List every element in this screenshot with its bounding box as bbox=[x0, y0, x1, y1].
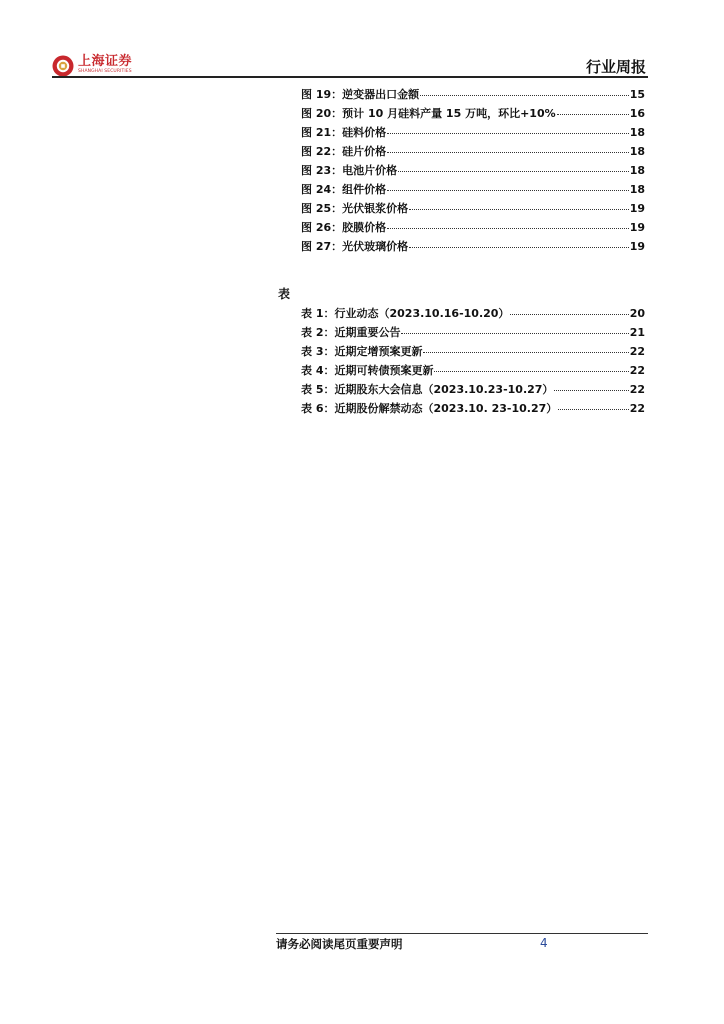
entry-page: 21 bbox=[629, 326, 645, 339]
footer-divider bbox=[276, 933, 648, 934]
entry-label: 图 21：硅料价格 bbox=[301, 126, 387, 139]
entry-label: 图 23：电池片价格 bbox=[301, 164, 398, 177]
entry-label: 表 5：近期股东大会信息（2023.10.23-10.27） bbox=[301, 383, 554, 396]
entry-label: 表 3：近期定增预案更新 bbox=[301, 345, 423, 358]
entry-page: 19 bbox=[629, 221, 645, 234]
entry-page: 19 bbox=[629, 202, 645, 215]
entry-page: 22 bbox=[629, 345, 645, 358]
entry-label: 表 4：近期可转债预案更新 bbox=[301, 364, 434, 377]
entry-page: 18 bbox=[629, 164, 645, 177]
leader-dots bbox=[423, 341, 628, 353]
entry-page: 15 bbox=[629, 88, 645, 101]
page-number: 4 bbox=[540, 936, 548, 950]
leader-dots bbox=[409, 236, 629, 248]
entry-label: 图 27：光伏玻璃价格 bbox=[301, 240, 409, 253]
leader-dots bbox=[387, 122, 629, 134]
entry-page: 16 bbox=[629, 107, 645, 120]
leader-dots bbox=[434, 360, 628, 372]
leader-dots bbox=[387, 179, 629, 191]
logo-name-en: SHANGHAI SECURITIES bbox=[78, 69, 132, 74]
entry-label: 图 22：硅片价格 bbox=[301, 145, 387, 158]
figure-list bbox=[301, 86, 645, 257]
entry-page: 18 bbox=[629, 145, 645, 158]
header-divider bbox=[52, 76, 648, 78]
entry-label: 表 6：近期股份解禁动态（2023.10. 23-10.27） bbox=[301, 402, 558, 415]
toc-entry[interactable] bbox=[301, 400, 645, 419]
entry-label: 图 25：光伏银浆价格 bbox=[301, 202, 409, 215]
table-list bbox=[301, 305, 645, 419]
entry-page: 18 bbox=[629, 126, 645, 139]
logo-name-cn: 上海证券 bbox=[78, 54, 133, 69]
leader-dots bbox=[401, 322, 628, 334]
leader-dots bbox=[387, 217, 629, 229]
leader-dots bbox=[387, 141, 629, 153]
report-type: 行业周报 bbox=[585, 58, 646, 76]
entry-label: 图 24：组件价格 bbox=[301, 183, 387, 196]
leader-dots bbox=[510, 303, 628, 315]
entry-page: 22 bbox=[629, 402, 645, 415]
entry-page: 20 bbox=[629, 307, 645, 320]
leader-dots bbox=[554, 379, 628, 391]
logo-text bbox=[78, 55, 132, 74]
entry-label: 图 19：逆变器出口金额 bbox=[301, 88, 420, 101]
entry-page: 22 bbox=[629, 364, 645, 377]
logo-emblem-icon bbox=[52, 55, 74, 77]
tables-section-title: 表 bbox=[278, 287, 291, 301]
entry-label: 表 2：近期重要公告 bbox=[301, 326, 401, 339]
entry-label: 表 1：行业动态（2023.10.16-10.20） bbox=[301, 307, 510, 320]
leader-dots bbox=[558, 398, 628, 410]
leader-dots bbox=[409, 198, 629, 210]
page-header bbox=[52, 52, 648, 76]
entry-label: 图 26：胶膜价格 bbox=[301, 221, 387, 234]
entry-page: 18 bbox=[629, 183, 645, 196]
leader-dots bbox=[557, 103, 629, 115]
leader-dots bbox=[398, 160, 629, 172]
footer-disclaimer: 请务必阅读尾页重要声明 bbox=[276, 937, 403, 951]
entry-label: 图 20：预计 10 月硅料产量 15 万吨，环比+10% bbox=[301, 107, 556, 120]
entry-page: 19 bbox=[629, 240, 645, 253]
company-logo bbox=[52, 55, 132, 77]
toc-entry[interactable] bbox=[301, 238, 645, 257]
entry-page: 22 bbox=[629, 383, 645, 396]
leader-dots bbox=[420, 84, 629, 96]
